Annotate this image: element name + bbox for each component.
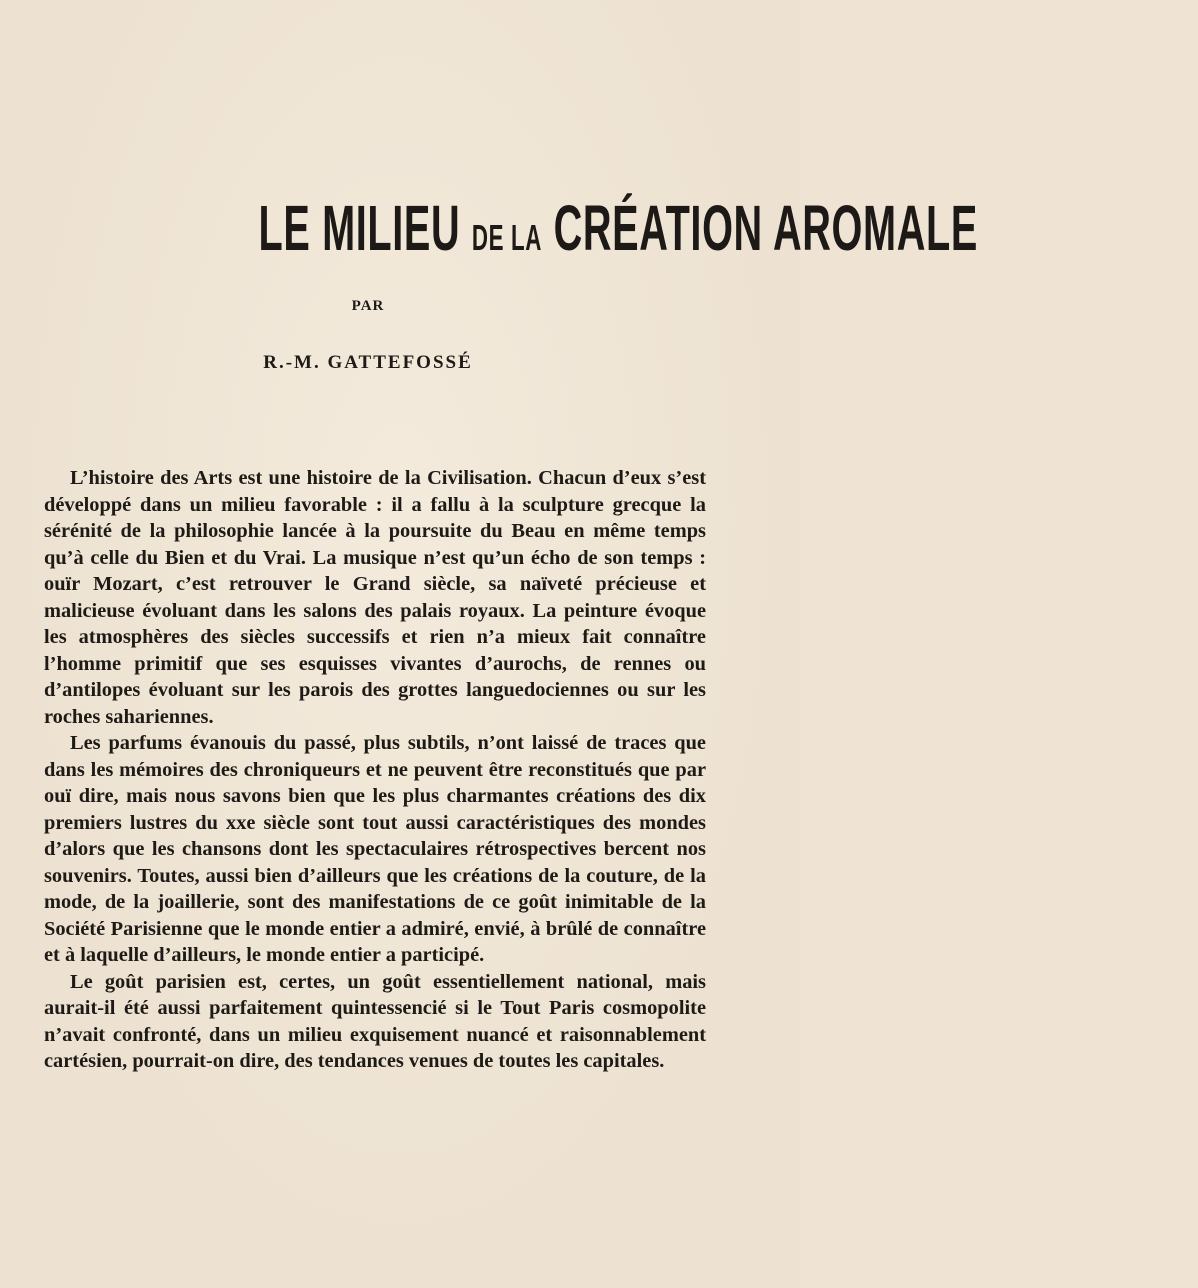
paragraph-1: L’histoire des Arts est une histoire de la Civilisation. Chacun d’eux s’est développé dans un milieu favorable : il a fallu à la sculpture grecque la sérénité de la philosophie lancée à la poursuite du Beau en même temps qu’à celle du Bien et du Vrai. La musique n’est qu’un écho de son temps : ouïr Mozart, c’est retrouver le Grand siècle, sa naïveté précieuse et malicieuse évoluant dans les salons des palais royaux. La peinture évoque les atmosphères des siècles successifs et rien n’a mieux fait connaître l’homme primitif que ses esquisses vivantes d’aurochs, de rennes ou d’antilopes évoluant sur les parois des grottes languedociennes ou sur les roches sahariennes. (44, 467, 706, 728)
article-body (44, 465, 706, 1075)
title-part-2: DE LA (471, 217, 542, 258)
by-label: PAR (351, 298, 385, 314)
paragraph-2: Les parfums évanouis du passé, plus subtils, n’ont laissé de traces que dans les mémoires des chroniqueurs et ne peuvent être reconstitués que par ouï dire, mais nous savons bien que les plus charmantes créations des dix premiers lustres du xxe siècle sont tout aussi caractéristiques des mondes d’alors que les chansons dont les spectaculaires rétrospectives bercent nos souvenirs. Toutes, aussi bien d’ailleurs que les créations de la couture, de la mode, de la joaillerie, sont des manifestations de ce goût inimitable de la Société Parisienne que le monde entier a admiré, envié, à brûlé de connaître et à laquelle d’ailleurs, le monde entier a participé. (44, 732, 706, 966)
author-name: R.-M. GATTEFOSSÉ (263, 352, 473, 373)
title-part-1: LE MILIEU (258, 192, 461, 264)
title-part-3: CRÉATION AROMALE (553, 192, 978, 264)
paragraph-3: Le goût parisien est, certes, un goût essentiellement national, mais aurait-il été aussi parfaitement quintessencié si le Tout Paris cosmopolite n’avait confronté, dans un milieu exquisement nuancé et raisonnablement cartésien, pourrait-on dire, des tendances venues de toutes les capitales. (44, 970, 706, 1072)
article-title (38, 192, 978, 264)
